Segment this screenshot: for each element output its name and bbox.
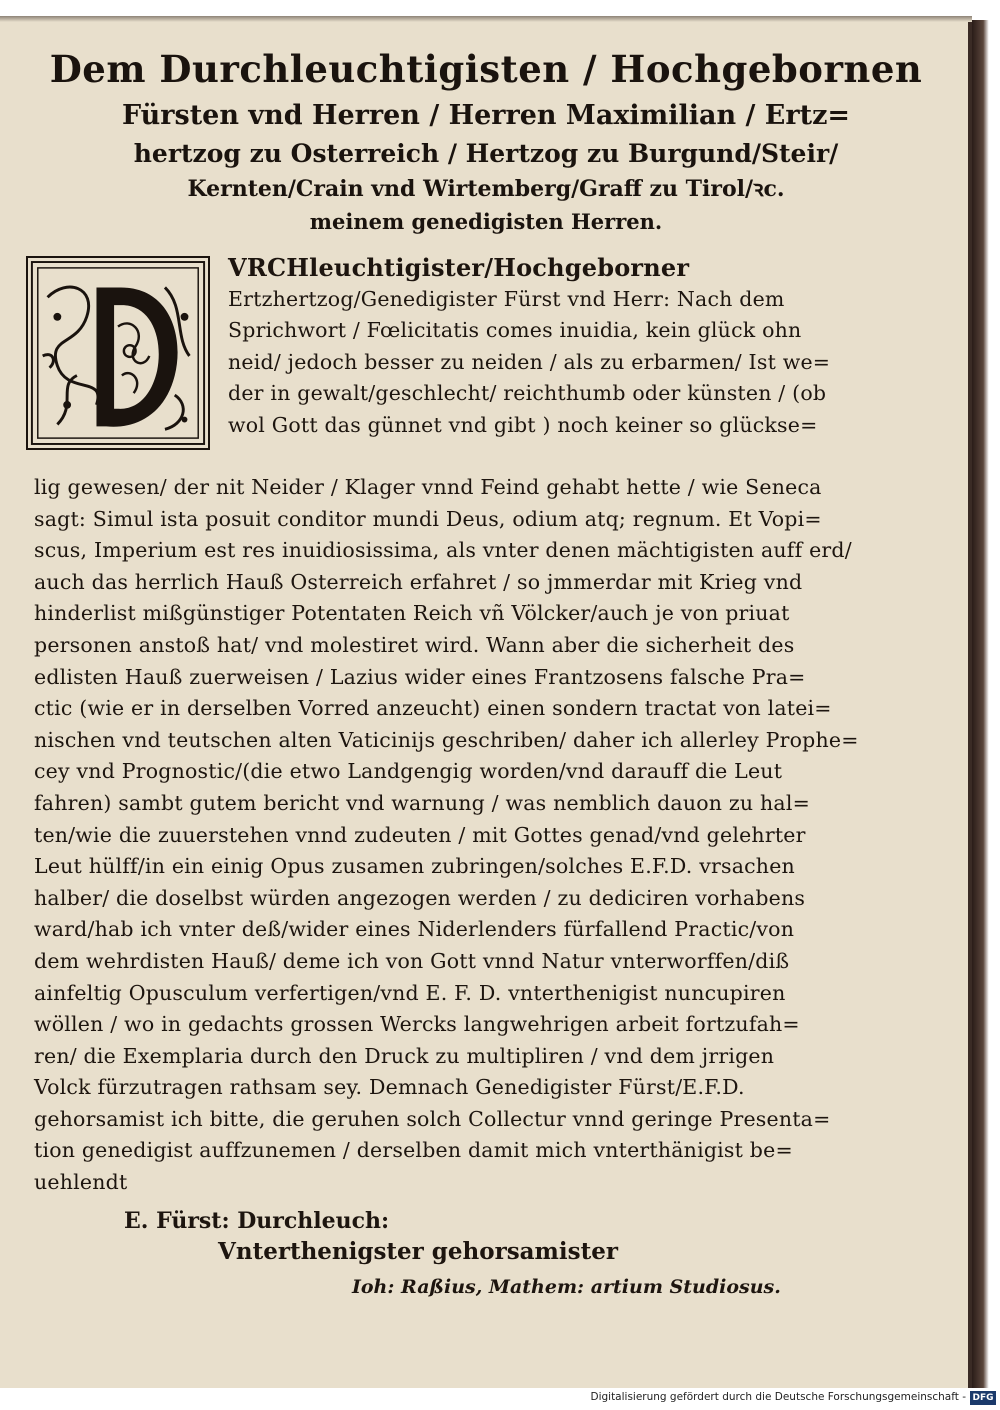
title-line: Kernten/Crain vnd Wirtemberg/Graff zu Tirol/ꝛc. bbox=[187, 176, 785, 202]
closing-subscription: Vnterthenigster gehorsamister bbox=[218, 1238, 618, 1265]
text-line: ren/ die Exemplaria durch den Druck zu multipliren / vnd dem jrrigen bbox=[34, 1043, 775, 1068]
book-binding-edge bbox=[972, 20, 1000, 1388]
dedication-title bbox=[0, 42, 972, 238]
dfg-logo-icon: DFG bbox=[970, 1391, 996, 1405]
text-line: ctic (wie er in derselben Vorred anzeucht) einen sondern tractat von latei= bbox=[34, 696, 832, 721]
text-line: hinderlist mißgünstiger Potentaten Reich vñ Völcker/auch je von priuat bbox=[34, 601, 790, 626]
text-line: ward/hab ich vnter deß/wider eines Niderlenders fürfallend Practic/von bbox=[34, 917, 795, 942]
text-line: Leut hülff/in ein einig Opus zusamen zubringen/solches E.F.D. vrsachen bbox=[34, 854, 795, 879]
funding-notice: Digitalisierung gefördert durch die Deutsche Forschungsgemeinschaft - bbox=[590, 1391, 966, 1403]
text-line: scus, Imperium est res inuidiosissima, als vnter denen mächtigisten auff erd/ bbox=[34, 538, 852, 563]
woodcut-initial-icon bbox=[28, 258, 208, 448]
title-line: hertzog zu Osterreich / Hertzog zu Burgund/Steir/ bbox=[133, 139, 839, 168]
text-line: tion genedigist auffzunemen / derselben damit mich vnterthänigist be= bbox=[34, 1138, 793, 1163]
text-line: VRCHleuchtigister/Hochgeborner bbox=[228, 253, 690, 282]
text-line: ten/wie die zuuerstehen vnnd zudeuten / mit Gottes genad/vnd gelehrter bbox=[34, 822, 806, 847]
text-line: Ertzhertzog/Genedigister Fürst vnd Herr: Nach dem bbox=[228, 286, 785, 311]
closing-salutation: E. Fürst: Durchleuch: bbox=[124, 1208, 390, 1234]
text-line: personen anstoß hat/ vnd molestiret wird. Wann aber die sicherheit des bbox=[34, 632, 795, 657]
title-line: meinem genedigisten Herren. bbox=[309, 209, 663, 234]
author-signature: Ioh: Raßius, Mathem: artium Studiosus. bbox=[352, 1276, 781, 1298]
main-paragraph bbox=[34, 472, 859, 1199]
text-line: nischen vnd teutschen alten Vaticinijs geschriben/ daher ich allerley Prophe= bbox=[34, 727, 859, 752]
text-line: auch das herrlich Hauß Osterreich erfahret / so jmmerdar mit Krieg vnd bbox=[34, 569, 803, 594]
text-line: lig gewesen/ der nit Neider / Klager vnnd Feind gehabt hette / wie Seneca bbox=[34, 475, 822, 499]
title-line: Fürsten vnd Herren / Herren Maximilian / Ertz= bbox=[121, 100, 851, 131]
text-line: uehlendt bbox=[34, 1170, 128, 1195]
text-line: neid/ jedoch besser zu neiden / als zu erbarmen/ Ist we= bbox=[228, 349, 831, 374]
text-line: halber/ die doselbst würden angezogen werden / zu dediciren vorhabens bbox=[34, 885, 806, 910]
text-line: cey vnd Prognostic/(die etwo Landgengig worden/vnd darauff die Leut bbox=[34, 759, 783, 784]
text-line: dem wehrdisten Hauß/ deme ich von Gott vnnd Natur vnterworffen/diß bbox=[34, 948, 790, 973]
text-line: wol Gott das günnet vnd gibt ) noch keiner so glückse= bbox=[228, 412, 818, 437]
decorated-initial-icon bbox=[26, 256, 210, 450]
text-line: der in gewalt/geschlecht/ reichthumb oder künsten / (ob bbox=[228, 381, 827, 406]
footer-bar bbox=[0, 1388, 1000, 1410]
text-line: Volck fürzutragen rathsam sey. Demnach Genedigister Fürst/E.F.D. bbox=[34, 1075, 745, 1100]
indented-paragraph bbox=[228, 252, 830, 442]
text-line: fahren) sambt gutem bericht vnd warnung / was nemblich dauon zu hal= bbox=[34, 790, 810, 815]
title-line: Dem Durchleuchtigisten / Hochgebornen bbox=[49, 47, 923, 91]
text-line: gehorsamist ich bitte, die geruhen solch Collectur vnnd geringe Presenta= bbox=[34, 1106, 831, 1131]
page-top-shadow bbox=[0, 16, 972, 22]
text-line: ainfeltig Opusculum verfertigen/vnd E. F. D. vnterthenigist nuncupiren bbox=[34, 980, 786, 1005]
text-line: wöllen / wo in gedachts grossen Wercks langwehrigen arbeit fortzufah= bbox=[34, 1012, 800, 1037]
text-line: edlisten Hauß zuerweisen / Lazius wider eines Frantzosens falsche Pra= bbox=[34, 664, 806, 689]
text-line: sagt: Simul ista posuit conditor mundi Deus, odium atq; regnum. Et Vopi= bbox=[34, 506, 822, 531]
text-line: Sprichwort / Fœlicitatis comes inuidia, kein glück ohn bbox=[228, 318, 802, 343]
